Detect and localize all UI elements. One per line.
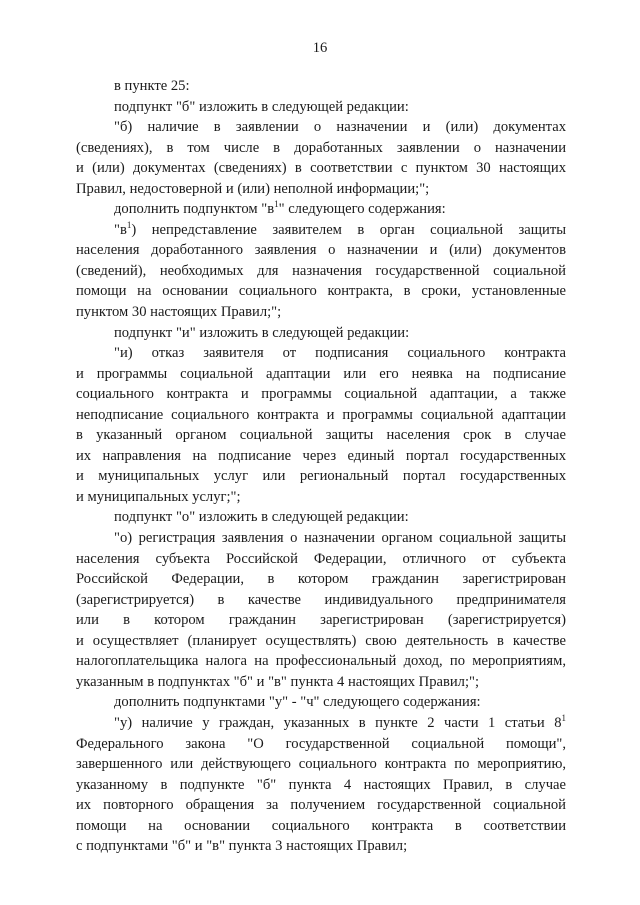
text-line: "б) наличие в заявлении о назначении и (или) документах xyxy=(114,119,566,136)
text-line: социального контракта и программы социальной адаптации, а также xyxy=(76,386,566,403)
text-line: населения доработанного заявления о назначении и (или) документов xyxy=(76,242,566,259)
text-line: дополнить подпунктом "$в^1$" следующего содержания: xyxy=(114,199,446,218)
text-line: дополнить подпунктами "у" - "ч" следующего содержания: xyxy=(114,694,481,711)
text-line: неподписание социального контракта и программы социальной адаптации xyxy=(76,406,566,423)
text-line: в указанный органом социальной защиты населения срок в случае xyxy=(76,427,566,444)
text-line: подпункт "и" изложить в следующей редакции: xyxy=(114,324,410,341)
text-line: "и) отказ заявителя от подписания социального контракта xyxy=(114,345,566,362)
text-line: "$в^1$) непредставление заявителем в орган социальной защиты xyxy=(114,219,566,238)
text-line: или в котором гражданин зарегистрирован (зарегистрируется) xyxy=(76,612,566,629)
text-line: (сведений), необходимых для назначения государственной социальной xyxy=(76,262,566,279)
text-line: пунктом 30 настоящих Правил;"; xyxy=(76,304,282,321)
text-line: их повторного обращения за получением государственной социальной xyxy=(76,797,566,814)
text-line: подпункт "о" изложить в следующей редакции: xyxy=(114,509,409,526)
text-line: в пункте 25: xyxy=(114,78,190,94)
text-line: с подпунктами "б" и "в" пункта 3 настоящих Правил; xyxy=(76,838,408,855)
superscript-index: 1 xyxy=(561,712,566,723)
text-line: их направления на подписание через единый портал государственных xyxy=(76,447,566,464)
superscript-index: 1 xyxy=(126,219,132,230)
text-line: помощи на основании социального контракта, в сроки, установленные xyxy=(76,283,566,300)
text-line: и муниципальных услуг или региональный портал государственных xyxy=(76,468,566,485)
text-line: и программы социальной адаптации или его неявка на подписание xyxy=(76,365,566,382)
text-line: населения субъекта Российской Федерации, отличного от субъекта xyxy=(76,550,566,567)
text-line: налогоплательщика налога на профессиональный доход, по мероприятиям, xyxy=(76,653,566,670)
text-line: Федерального закона "О государственной социальной помощи", xyxy=(76,735,566,752)
text-line: указанному в подпункте "б" пункта 4 настоящих Правил, в случае xyxy=(76,776,566,793)
document-body xyxy=(76,76,566,857)
superscript-index: 1 xyxy=(274,199,279,210)
text-line: указанным в подпунктах "б" и "в" пункта 4 настоящих Правил;"; xyxy=(76,673,480,690)
text-line: и осуществляет (планирует осуществлять) свою деятельность в качестве xyxy=(76,632,566,649)
text-line: (зарегистрируется) в качестве индивидуального предпринимателя xyxy=(76,591,566,608)
text-line: подпункт "б" изложить в следующей редакции: xyxy=(114,98,409,115)
text-line: помощи на основании социального контракта в соответствии xyxy=(76,817,566,834)
text-line: и (или) документах (сведениях) в соответствии с пунктом 30 настоящих xyxy=(76,160,566,177)
page-number: 16 xyxy=(312,40,328,56)
text-line: "у) наличие у граждан, указанных в пункте 2 части 1 статьи $8^1$ xyxy=(114,712,566,731)
text-line: Правил, недостоверной и (или) неполной информации;"; xyxy=(76,180,430,197)
text-line: "о) регистрация заявления о назначении органом социальной защиты xyxy=(114,530,566,547)
text-line: Российской Федерации, в котором гражданин зарегистрирован xyxy=(76,571,566,588)
text-line: завершенного или действующего социального контракта по мероприятию, xyxy=(76,756,566,773)
text-line: и муниципальных услуг;"; xyxy=(76,488,241,505)
text-line: (сведениях), в том числе в доработанных заявлении о назначении xyxy=(76,139,566,156)
